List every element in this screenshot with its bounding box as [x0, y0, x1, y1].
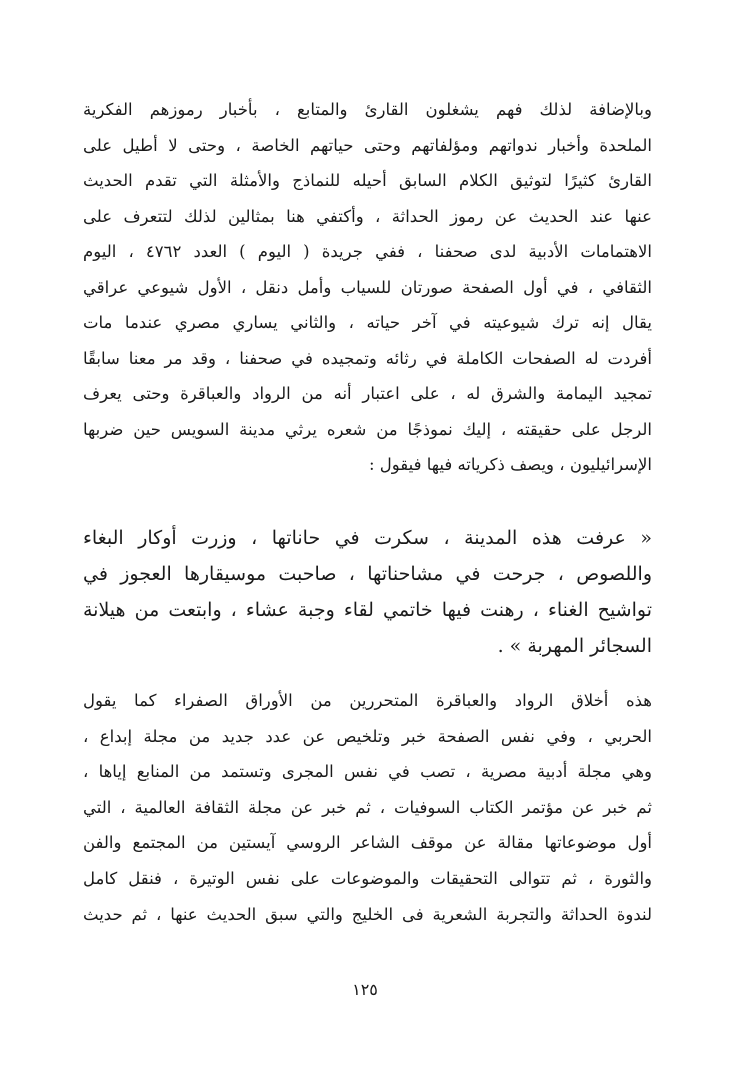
text-line: يقال إنه ترك شيوعيته في آخر حياته ، والثاني يساري مصري عندما مات	[83, 313, 652, 332]
text-line: عنها عند الحديث عن رموز الحداثة ، وأكتفي هنا بمثالين لذلك لتتعرف على	[83, 206, 652, 226]
text-line: الحربي ، وفي نفس الصفحة خبر وتلخيص عن عدد جديد من مجلة إبداع ،	[83, 726, 652, 746]
text-line: وهي مجلة أدبية مصرية ، تصب في نفس المجرى وتستمد من المنابع إياها ،	[83, 762, 652, 782]
text-line: أول موضوعاتها مقالة عن موقف الشاعر الروسي آيستين من المجتمع والفن	[83, 833, 652, 853]
paragraph-intro	[83, 92, 652, 483]
paragraph-continuation	[83, 683, 652, 932]
text-line: الإسرائيليون ، ويصف ذكرياته فيها فيقول :	[368, 455, 652, 474]
text-line: وبالإضافة لذلك فهم يشغلون القارئ والمتابع ، بأخبار رموزهم الفكرية	[83, 100, 652, 119]
text-line: الثقافي ، في أول الصفحة صورتان للسياب وأمل دنقل ، الأول شيوعي عراقي	[83, 277, 652, 297]
text-line: القارئ كثيرًا لتوثيق الكلام السابق أحيله للنماذج والأمثلة التي تقدم الحديث	[83, 171, 652, 190]
text-line: أفردت له الصفحات الكاملة في رثائه وتمجيده في صحفنا ، وقد مر معنا سابقًا	[83, 348, 652, 368]
text-line: الملحدة وأخبار ندواتهم ومؤلفاتهم وحتى حياتهم الخاصة ، وحتى لا أطيل على	[83, 135, 652, 155]
quote-line: واللصوص ، جرحت في مشاحناتها ، صاحبت موسيقارها العجوز في	[83, 563, 652, 585]
quote-line: تواشيح الغناء ، رهنت فيها خاتمي لقاء وجبة عشاء ، وابتعت من هيلانة	[83, 599, 652, 621]
text-line: الاهتمامات الأدبية لدى صحفنا ، ففي جريدة ( اليوم ) العدد ٤٧٦٢ ، اليوم	[83, 242, 652, 261]
poem-quotation	[83, 520, 652, 664]
text-line: الرجل على حقيقته ، إليك نموذجًا من شعره يرثي مدينة السويس حين ضربها	[83, 419, 652, 439]
text-line: ثم خبر عن مؤتمر الكتاب السوفيات ، ثم خبر عن مجلة الثقافة العالمية ، التي	[83, 797, 652, 817]
page-number: ١٢٥	[352, 980, 378, 999]
quote-line: السجائر المهربة » .	[497, 635, 652, 657]
text-line: هذه أخلاق الرواد والعباقرة المتحررين من الأوراق الصفراء كما يقول	[83, 691, 652, 710]
text-line: لندوة الحداثة والتجربة الشعرية فى الخليج والتي سبق الحديث عنها ، ثم حديث	[83, 904, 652, 924]
text-line: والثورة ، ثم تتوالى التحقيقات والموضوعات على نفس الوتيرة ، فنقل كامل	[83, 868, 652, 888]
text-line: تمجيد اليمامة والشرق له ، على اعتبار أنه من الرواد والعباقرة وحتى يعرف	[83, 384, 652, 403]
quote-line: « عرفت هذه المدينة ، سكرت في حاناتها ، وزرت أوكار البغاء	[83, 527, 652, 549]
